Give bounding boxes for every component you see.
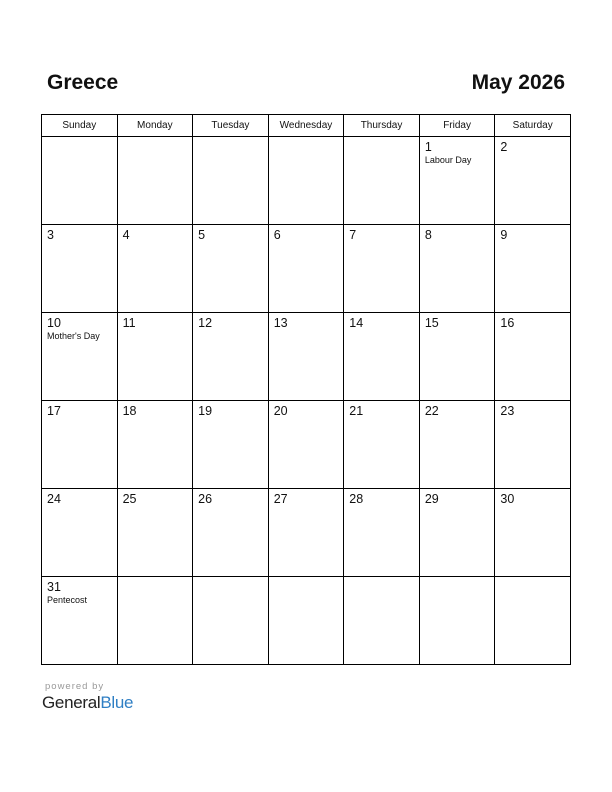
day-cell xyxy=(495,577,571,665)
day-number xyxy=(118,577,193,580)
week-row xyxy=(42,401,571,489)
day-cell xyxy=(268,489,344,577)
day-cell xyxy=(42,225,118,313)
weekday-header: Monday xyxy=(117,115,193,137)
weekday-header: Tuesday xyxy=(193,115,269,137)
day-cell xyxy=(117,313,193,401)
day-cell xyxy=(419,137,495,225)
week-row xyxy=(42,137,571,225)
day-number: 15 xyxy=(424,316,439,330)
week-row xyxy=(42,225,571,313)
day-cell xyxy=(495,313,571,401)
day-number xyxy=(193,137,268,140)
day-number: 7 xyxy=(349,228,357,242)
day-cell xyxy=(42,489,118,577)
day-number: 13 xyxy=(273,316,288,330)
day-number: 30 xyxy=(500,492,515,506)
weekday-header-row xyxy=(42,115,571,137)
day-cell xyxy=(117,401,193,489)
brand-logo[interactable] xyxy=(42,693,133,713)
week-row xyxy=(42,313,571,401)
day-number xyxy=(495,577,570,580)
day-number: 26 xyxy=(198,492,213,506)
day-number: 11 xyxy=(122,316,136,330)
day-number: 9 xyxy=(500,228,508,242)
day-cell xyxy=(419,401,495,489)
powered-by-text: powered by xyxy=(45,681,105,692)
day-cell xyxy=(42,577,118,665)
day-number: 25 xyxy=(122,492,137,506)
day-number: 6 xyxy=(273,228,281,242)
country-title: Greece xyxy=(47,71,119,94)
weekday-header: Wednesday xyxy=(268,115,344,137)
day-cell xyxy=(42,137,118,225)
day-number: 12 xyxy=(198,316,213,330)
day-cell xyxy=(344,577,420,665)
day-number: 20 xyxy=(273,404,288,418)
day-cell xyxy=(344,137,420,225)
day-number: 14 xyxy=(349,316,364,330)
day-cell xyxy=(419,225,495,313)
weekday-header: Saturday xyxy=(495,115,571,137)
day-cell xyxy=(117,577,193,665)
day-number: 8 xyxy=(424,228,432,242)
day-number xyxy=(269,137,344,140)
day-cell xyxy=(193,401,269,489)
day-number: 23 xyxy=(500,404,515,418)
day-number: 19 xyxy=(198,404,213,418)
day-number: 31 xyxy=(47,580,61,594)
day-cell xyxy=(117,489,193,577)
day-cell xyxy=(268,137,344,225)
day-cell xyxy=(193,489,269,577)
day-cell xyxy=(344,313,420,401)
day-cell xyxy=(495,489,571,577)
weekday-header: Sunday xyxy=(42,115,118,137)
day-number: 3 xyxy=(47,228,54,242)
day-number: 5 xyxy=(198,228,206,242)
day-number: 4 xyxy=(122,228,130,242)
day-number xyxy=(42,137,117,140)
holiday-label: Mother's Day xyxy=(47,331,100,341)
day-cell xyxy=(42,401,118,489)
day-cell xyxy=(344,401,420,489)
day-number: 17 xyxy=(47,404,61,418)
day-number xyxy=(118,137,193,140)
day-number: 24 xyxy=(47,492,61,506)
day-number: 29 xyxy=(424,492,439,506)
brand-general-text: General xyxy=(42,693,101,712)
day-cell xyxy=(117,225,193,313)
day-number xyxy=(344,577,419,580)
holiday-label: Pentecost xyxy=(47,595,88,605)
week-row xyxy=(42,577,571,665)
day-cell xyxy=(268,225,344,313)
day-cell xyxy=(419,313,495,401)
day-cell xyxy=(193,313,269,401)
day-cell xyxy=(42,313,118,401)
day-cell xyxy=(268,401,344,489)
day-cell xyxy=(344,225,420,313)
day-cell xyxy=(117,137,193,225)
day-cell xyxy=(193,577,269,665)
footer-branding xyxy=(42,681,133,713)
day-cell xyxy=(495,225,571,313)
day-number: 27 xyxy=(273,492,288,506)
weekday-header: Friday xyxy=(419,115,495,137)
month-year-title: May 2026 xyxy=(471,71,565,94)
day-cell xyxy=(268,577,344,665)
day-number xyxy=(420,577,495,580)
day-number: 18 xyxy=(122,404,137,418)
day-number xyxy=(344,137,419,140)
week-row xyxy=(42,489,571,577)
day-number: 10 xyxy=(47,316,61,330)
day-cell xyxy=(344,489,420,577)
day-number: 28 xyxy=(349,492,364,506)
day-cell xyxy=(495,401,571,489)
weekday-header: Thursday xyxy=(344,115,420,137)
day-cell xyxy=(193,225,269,313)
day-number: 1 xyxy=(424,140,432,154)
day-cell xyxy=(419,577,495,665)
calendar-grid xyxy=(41,114,571,665)
holiday-label: Labour Day xyxy=(424,155,472,165)
day-number: 2 xyxy=(500,140,508,154)
day-cell xyxy=(419,489,495,577)
day-number xyxy=(193,577,268,580)
day-number xyxy=(269,577,344,580)
day-number: 22 xyxy=(424,404,439,418)
day-number: 21 xyxy=(349,404,364,418)
brand-blue-text: Blue xyxy=(100,693,134,712)
day-cell xyxy=(495,137,571,225)
day-cell xyxy=(193,137,269,225)
day-cell xyxy=(268,313,344,401)
day-number: 16 xyxy=(500,316,515,330)
